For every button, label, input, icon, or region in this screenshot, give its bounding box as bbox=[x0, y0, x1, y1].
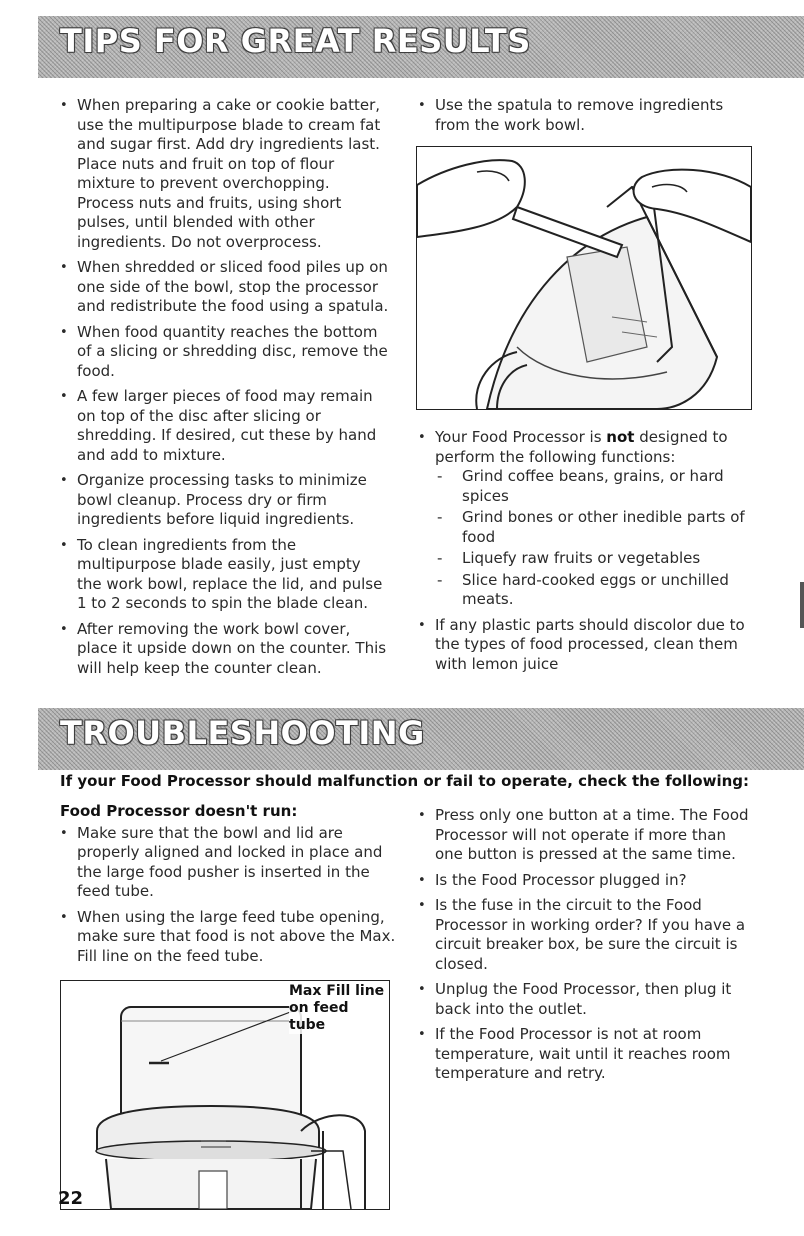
list-item: • If the Food Processor is not at room temperature, wait until it reaches room temperature and retry. bbox=[418, 1025, 750, 1084]
list-item: • Is the Food Processor plugged in? bbox=[418, 871, 750, 891]
not-designed-item: • Your Food Processor is not designed to perform the following functions: - Grind coffee beans, grains, or hard spices - Grind bones or other inedible parts of food - Liquefy raw fruits or vegetables - Slice hard-cooked eggs or unchilled meats. bbox=[418, 428, 748, 610]
max-fill-label: Max Fill line on feed tube bbox=[289, 983, 389, 1034]
list-item: • Organize processing tasks to minimize bowl cleanup. Process dry or firm ingredients before liquid ingredients. bbox=[60, 471, 390, 530]
tips-banner bbox=[38, 16, 804, 78]
spatula-bowl-drawing bbox=[417, 147, 751, 409]
tips-right-bottom bbox=[418, 428, 748, 680]
troubleshooting-subheading: Food Processor doesn't run: bbox=[60, 802, 298, 820]
troubleshooting-banner bbox=[38, 708, 804, 770]
tips-left-list bbox=[60, 96, 390, 678]
list-item: - Liquefy raw fruits or vegetables bbox=[435, 549, 748, 569]
tips-left-column bbox=[60, 96, 390, 684]
list-item: - Slice hard-cooked eggs or unchilled meats. bbox=[435, 571, 748, 610]
list-item: • When preparing a cake or cookie batter, use the multipurpose blade to cream fat and sugar first. Add dry ingredients last. Place nuts and fruit on top of flour mixture to prevent overchopping. Process nuts and fruits, using short pulses, until blended with other ingredients. Do not overprocess. bbox=[60, 96, 390, 252]
edge-tab-marker bbox=[800, 582, 804, 628]
list-item: • Unplug the Food Processor, then plug it back into the outlet. bbox=[418, 980, 750, 1019]
page-number: 22 bbox=[58, 1188, 84, 1209]
list-item: • Make sure that the bowl and lid are properly aligned and locked in place and the large food pusher is inserted in the feed tube. bbox=[60, 824, 396, 902]
not-designed-list bbox=[435, 467, 748, 610]
troubleshooting-right-column bbox=[418, 806, 750, 1090]
list-item: • To clean ingredients from the multipurpose blade easily, just empty the work bowl, replace the lid, and pulse 1 to 2 seconds to spin the blade clean. bbox=[60, 536, 390, 614]
feed-tube-illustration bbox=[60, 980, 390, 1210]
spatula-tip: • Use the spatula to remove ingredients from the work bowl. bbox=[418, 96, 748, 135]
list-item: • Press only one button at a time. The Food Processor will not operate if more than one button is pressed at the same time. bbox=[418, 806, 750, 865]
troubleshooting-intro: If your Food Processor should malfunction or fail to operate, check the following: bbox=[60, 772, 750, 790]
tips-heading: TIPS FOR GREAT RESULTS bbox=[60, 22, 531, 60]
list-item: • Is the fuse in the circuit to the Food Processor in working order? If you have a circuit breaker box, be sure the circuit is closed. bbox=[418, 896, 750, 974]
troubleshooting-left-column bbox=[60, 802, 396, 972]
list-item: - Grind coffee beans, grains, or hard spices bbox=[435, 467, 748, 506]
discolor-tip: • If any plastic parts should discolor due to the types of food processed, clean them with lemon juice bbox=[418, 616, 748, 675]
list-item: • A few larger pieces of food may remain on top of the disc after slicing or shredding. If desired, cut these by hand and add to mixture. bbox=[60, 387, 390, 465]
list-item: • When food quantity reaches the bottom of a slicing or shredding disc, remove the food. bbox=[60, 323, 390, 382]
tips-right-top bbox=[418, 96, 748, 141]
list-item: • When shredded or sliced food piles up on one side of the bowl, stop the processor and redistribute the food using a spatula. bbox=[60, 258, 390, 317]
spatula-illustration bbox=[416, 146, 752, 410]
list-item: • When using the large feed tube opening, make sure that food is not above the Max. Fill line on the feed tube. bbox=[60, 908, 396, 967]
list-item: • After removing the work bowl cover, place it upside down on the counter. This will help keep the counter clean. bbox=[60, 620, 390, 679]
troubleshooting-heading: TROUBLESHOOTING bbox=[60, 714, 425, 752]
list-item: - Grind bones or other inedible parts of food bbox=[435, 508, 748, 547]
